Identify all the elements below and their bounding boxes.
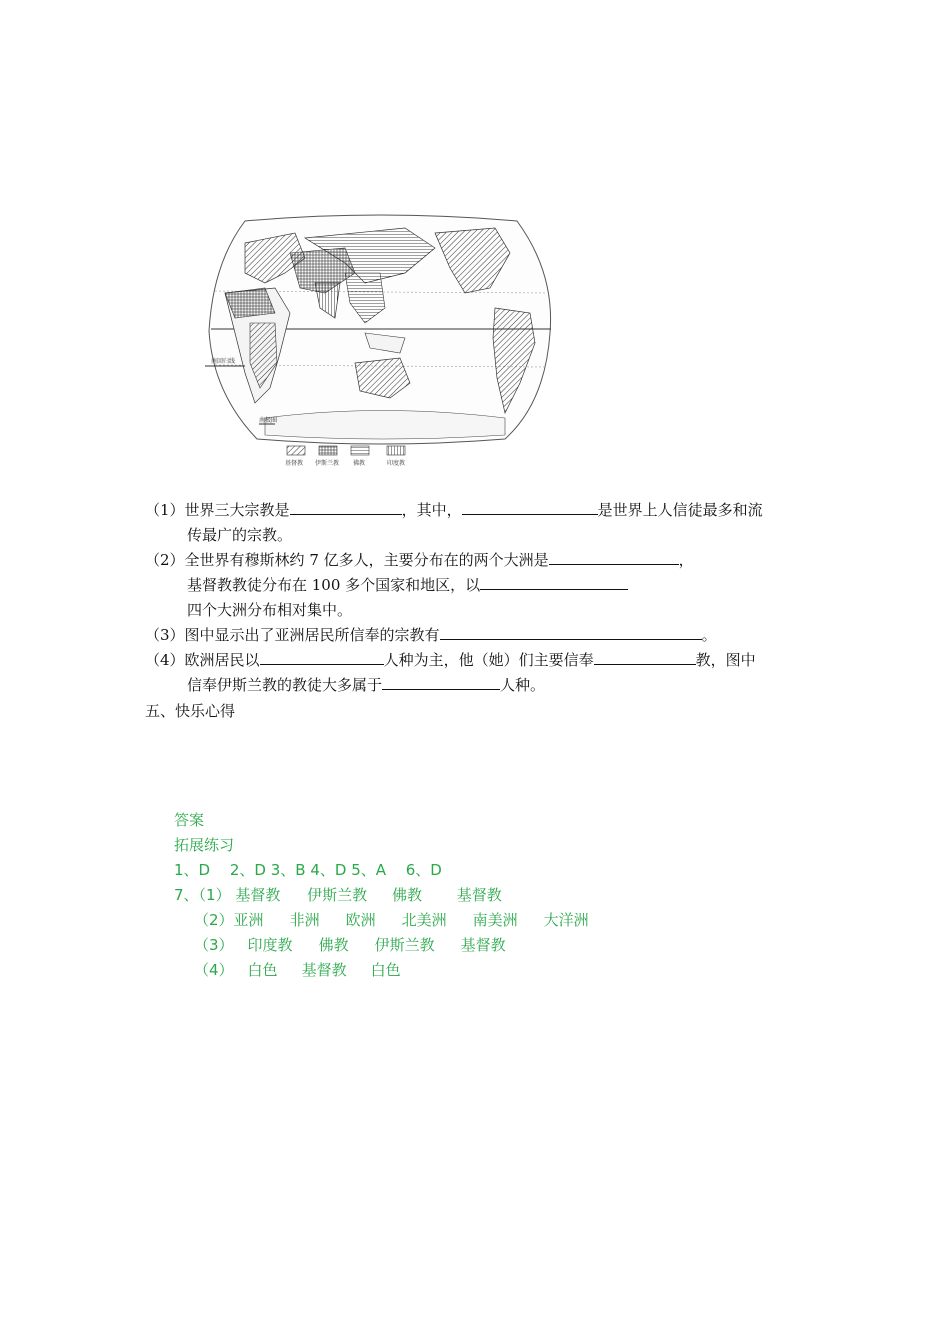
answer-item: 佛教 <box>391 886 422 904</box>
answers-line-2 <box>174 883 502 908</box>
map-svg <box>205 213 557 475</box>
question-2-line3 <box>187 598 352 622</box>
legend-swatch-islam <box>319 446 337 455</box>
answer-prefix: 7、（1） <box>174 886 231 904</box>
answer-blank[interactable] <box>549 549 679 565</box>
question-text: 人种为主，他（她）们主要信奉 <box>383 651 594 669</box>
question-3 <box>145 623 717 647</box>
question-text: 教，图中 <box>695 651 756 669</box>
question-text: 。 <box>701 626 717 644</box>
answers-line-4 <box>194 933 506 958</box>
question-text: 信奉伊斯兰教的教徒大多属于 <box>187 676 383 694</box>
answer-blank[interactable] <box>382 674 500 690</box>
legend-swatch-hinduism <box>387 446 405 455</box>
legend-swatch-buddhism <box>351 446 369 455</box>
answer-blank[interactable] <box>260 649 384 665</box>
question-text: 传最广的宗教。 <box>187 526 293 544</box>
answer-item: 基督教 <box>235 886 281 904</box>
question-1 <box>145 498 763 522</box>
question-text: 是世界上人信徒最多和流 <box>597 501 763 519</box>
question-2 <box>145 548 694 572</box>
question-number: （2） <box>145 551 185 569</box>
answers-subtitle: 拓展练习 <box>174 836 235 854</box>
answer-item: 南美洲 <box>472 911 518 929</box>
answers-line-5 <box>194 958 401 983</box>
question-number: （4） <box>145 651 185 669</box>
answer-prefix: （4） <box>194 961 234 979</box>
answer-item: 大洋洲 <box>543 911 589 929</box>
answer-item: 伊斯兰教 <box>307 886 368 904</box>
legend-swatch-christianity <box>287 446 305 455</box>
question-text: ， <box>678 551 694 569</box>
answer-item: 伊斯兰教 <box>374 936 435 954</box>
question-text: 图中显示出了亚洲居民所信奉的宗教有 <box>184 626 440 644</box>
answer-item: 佛教 <box>318 936 349 954</box>
question-text: 基督教教徒分布在 100 多个国家和地区，以 <box>187 576 481 594</box>
answer-item: 白色 <box>370 961 401 979</box>
answer-item: 基督教 <box>456 886 502 904</box>
tropic-label: 南回归线 <box>211 358 236 365</box>
answer-item: 欧洲 <box>345 911 376 929</box>
answer-blank[interactable] <box>480 574 628 590</box>
question-number: （3） <box>145 626 185 644</box>
answer-blank[interactable] <box>290 499 402 515</box>
question-text: 人种。 <box>500 676 546 694</box>
answers-line-1: 1、D 2、D 3、B 4、D 5、A 6、D <box>174 861 442 879</box>
question-text: 四个大洲分布相对集中。 <box>187 601 353 619</box>
answer-blank[interactable] <box>594 649 696 665</box>
question-2-line2 <box>187 573 628 597</box>
map-legend <box>285 446 405 467</box>
question-1-cont <box>187 523 292 547</box>
question-text: 世界三大宗教是 <box>184 501 290 519</box>
legend-label-buddhism: 佛教 <box>353 460 366 467</box>
question-4 <box>145 648 756 672</box>
answer-item: 印度教 <box>247 936 293 954</box>
answer-prefix: （2） <box>194 911 234 929</box>
answer-prefix: （3） <box>194 936 234 954</box>
question-text: ，其中， <box>401 501 462 519</box>
question-text: 欧洲居民以 <box>184 651 260 669</box>
legend-label-christianity: 基督教 <box>285 460 304 467</box>
answer-blank[interactable] <box>462 499 598 515</box>
answer-item: 基督教 <box>301 961 347 979</box>
answer-item: 非洲 <box>289 911 320 929</box>
answers-line-3 <box>194 908 589 933</box>
answer-item: 基督教 <box>460 936 506 954</box>
answer-blank[interactable] <box>440 624 702 640</box>
question-text: 全世界有穆斯林约 7 亿多人，主要分布在的两个大洲是 <box>184 551 549 569</box>
question-4-cont <box>187 673 545 697</box>
legend-label-hinduism: 印度教 <box>387 460 406 467</box>
answer-item: 北美洲 <box>401 911 447 929</box>
answer-item: 白色 <box>247 961 278 979</box>
section-five-heading: 五、快乐心得 <box>145 702 236 720</box>
answers-title: 答案 <box>174 811 205 829</box>
answer-item: 亚洲 <box>233 911 264 929</box>
world-religion-map <box>205 213 557 475</box>
legend-label-islam: 伊斯兰教 <box>315 460 340 467</box>
question-number: （1） <box>145 501 185 519</box>
antarctic-circle-label: 南极圈 <box>259 417 278 424</box>
